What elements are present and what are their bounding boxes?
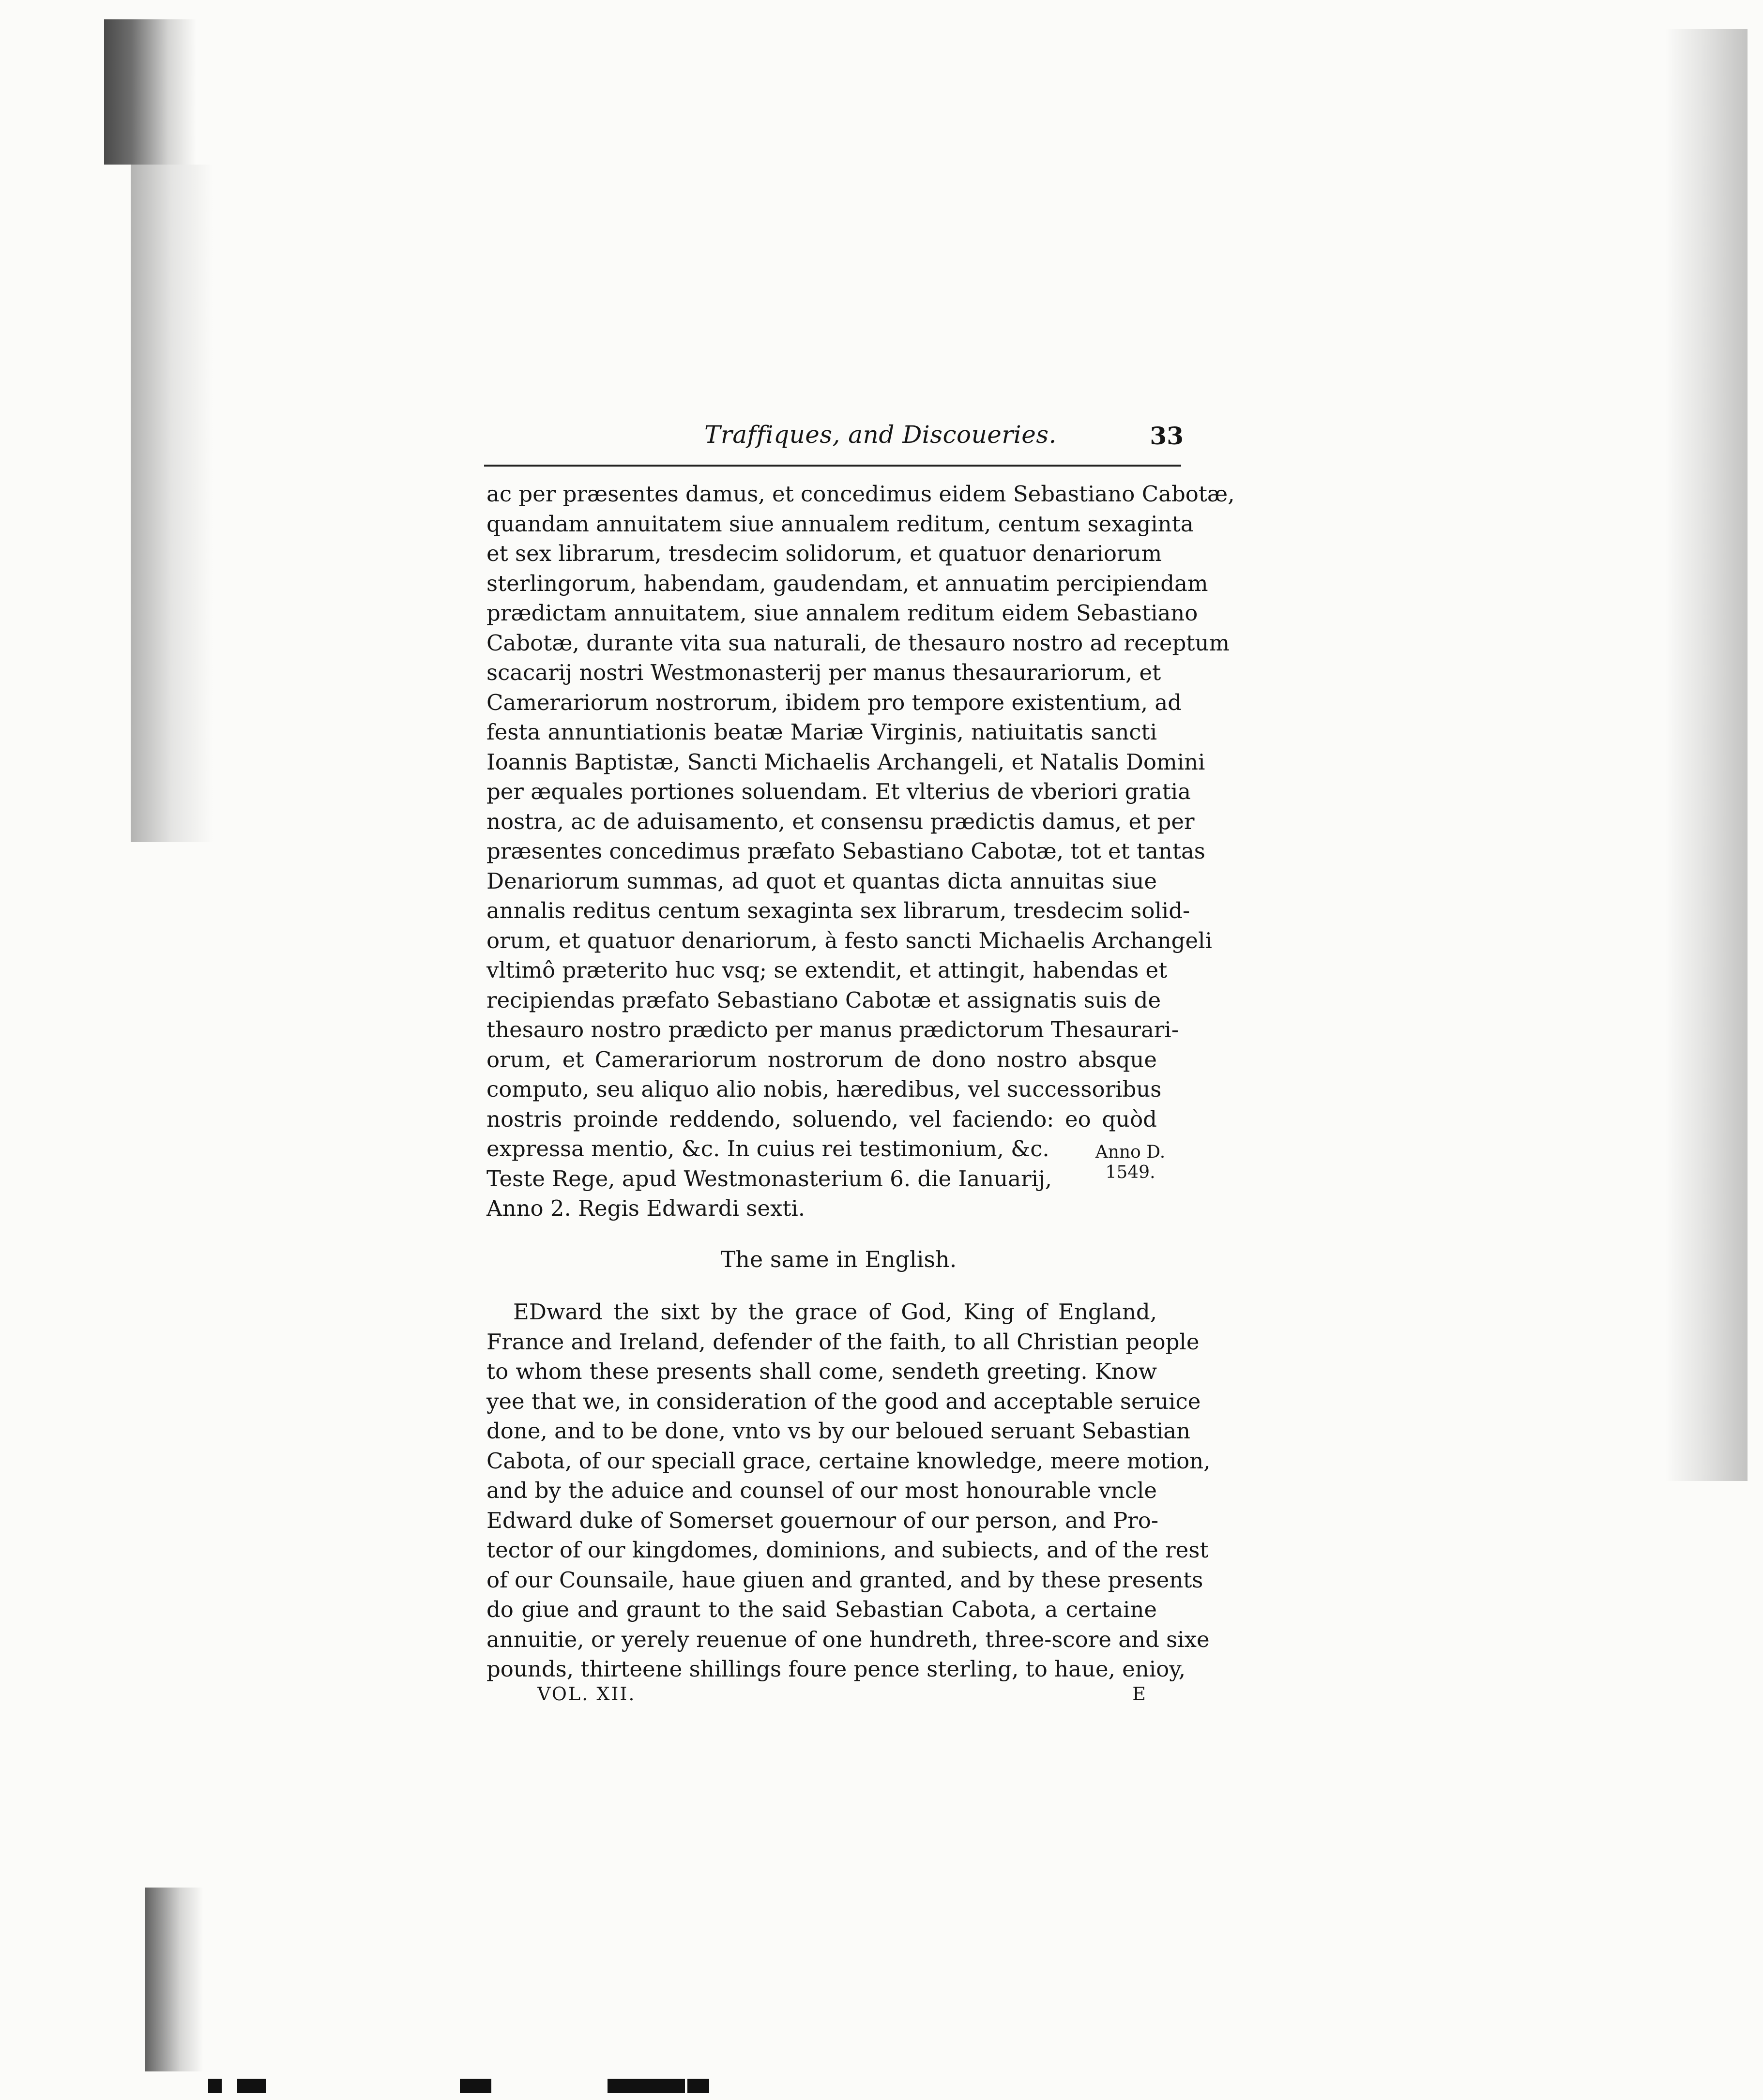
scan-mark (687, 2079, 709, 2093)
text-line: do giue and graunt to the said Sebastian Cabota, a certaine (486, 1597, 1157, 1622)
text-line: annuitie, or yerely reuenue of one hundreth, three-score and sixe (486, 1626, 1210, 1652)
text-line: Denariorum summas, ad quot et quantas dicta annuitas siue (486, 868, 1157, 894)
text-line: and by the aduice and counsel of our most honourable vncle (486, 1478, 1157, 1503)
text-line: France and Ireland, defender of the faith, to all Christian people (486, 1329, 1200, 1355)
scan-shadow-left-lower (131, 165, 213, 842)
text-line: præsentes concedimus præfato Sebastiano Cabotæ, tot et tantas (486, 838, 1205, 864)
text-line: ac per præsentes damus, et concedimus eidem Sebastiano Cabotæ, (486, 481, 1235, 507)
text-line: quandam annuitatem siue annualem reditum, centum sexaginta (486, 511, 1194, 537)
volume-signature: VOL. XII. (537, 1683, 636, 1705)
closing-line: Teste Rege, apud Westmonasterium 6. die Ianuarij, (486, 1165, 1052, 1192)
text-line: to whom these presents shall come, sendeth greeting. Know (486, 1359, 1157, 1384)
text-line: sterlingorum, habendam, gaudendam, et annuatim percipiendam (486, 570, 1208, 596)
text-line: et sex librarum, tresdecim solidorum, et quatuor denariorum (486, 541, 1162, 566)
text-line: festa annuntiationis beatæ Mariæ Virginis, natiuitatis sancti (486, 719, 1157, 745)
closing-line: Anno 2. Regis Edwardi sexti. (486, 1195, 806, 1221)
text-line: Cabotæ, durante vita sua naturali, de thesauro nostro ad receptum (486, 630, 1230, 656)
scan-mark (208, 2079, 222, 2093)
english-text-block (486, 1297, 1211, 1684)
text-line: Camerariorum nostrorum, ibidem pro tempore existentium, ad (486, 689, 1182, 715)
text-line: Ioannis Baptistæ, Sancti Michaelis Archangeli, et Natalis Domini (486, 749, 1205, 775)
latin-text-block (486, 479, 1235, 1224)
page-number: 33 (1150, 422, 1184, 450)
text-line: scacarij nostri Westmonasterij per manus thesaurariorum, et (486, 660, 1161, 685)
text-line: EDward the sixt by the grace of God, King of England, (513, 1299, 1157, 1325)
text-line: per æquales portiones soluendam. Et vlterius de vberiori gratia (486, 779, 1191, 804)
text-line: vltimô præterito huc vsq; se extendit, et attingit, habendas et (486, 957, 1168, 983)
text-line: of our Counsaile, haue giuen and granted, and by these presents (486, 1567, 1203, 1593)
text-line: expressa mentio, &c. In cuius rei testimonium, &c. (486, 1136, 1049, 1162)
text-line: yee that we, in consideration of the good and acceptable seruice (486, 1388, 1201, 1414)
margin-note-line: 1549. (1105, 1163, 1155, 1182)
text-line: Cabota, of our speciall grace, certaine knowledge, meere motion, (486, 1448, 1211, 1474)
scan-mark (460, 2079, 491, 2093)
text-line: computo, seu aliquo alio nobis, hæredibus, vel successoribus (486, 1076, 1162, 1102)
text-line: pounds, thirteene shillings foure pence sterling, to haue, enioy, (486, 1656, 1186, 1682)
text-line: done, and to be done, vnto vs by our beloued seruant Sebastian (486, 1418, 1191, 1444)
running-head: Traffiques, and Discoueries. (704, 421, 1057, 449)
scan-shadow-left-bottom (145, 1888, 203, 2071)
margin-note (1082, 1142, 1179, 1183)
page-footer (537, 1683, 1147, 1712)
text-line: annalis reditus centum sexaginta sex librarum, tresdecim solid- (486, 898, 1190, 923)
text-line: tector of our kingdomes, dominions, and subiects, and of the rest (486, 1537, 1209, 1563)
scan-mark (237, 2079, 266, 2093)
margin-note-line: Anno D. (1095, 1142, 1166, 1162)
sheet-letter: E (1132, 1683, 1147, 1705)
text-line: prædictam annuitatem, siue annalem reditum eidem Sebastiano (486, 600, 1198, 626)
text-line: Edward duke of Somerset gouernour of our person, and Pro- (486, 1507, 1159, 1533)
text-line: nostris proinde reddendo, soluendo, vel faciendo: eo quòd (486, 1106, 1157, 1132)
text-line: orum, et quatuor denariorum, à festo sancti Michaelis Archangeli (486, 927, 1212, 953)
text-line: orum, et Camerariorum nostrorum de dono nostro absque (486, 1046, 1157, 1073)
scan-shadow-left (104, 19, 196, 165)
scan-shadow-right (1665, 29, 1748, 1481)
text-line: recipiendas præfato Sebastiano Cabotæ et assignatis suis de (486, 987, 1161, 1013)
text-line: nostra, ac de aduisamento, et consensu prædictis damus, et per (486, 808, 1195, 834)
page-header (484, 419, 1188, 457)
header-rule (484, 465, 1181, 467)
text-line: thesauro nostro prædicto per manus prædictorum Thesaurari- (486, 1017, 1179, 1042)
scan-mark (608, 2079, 685, 2093)
section-title: The same in English. (720, 1246, 957, 1272)
